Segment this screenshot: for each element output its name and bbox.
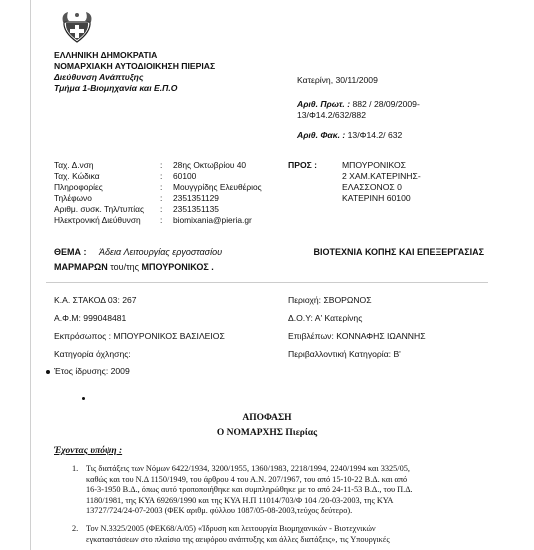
contact-colon: : — [160, 215, 163, 225]
paragraph-1 — [72, 464, 494, 517]
paragraph-line: 13727/724/24-07-2003 (ΦΕΚ αριθμ. φύλλου 1087/05-08-2003,τεύχος δεύτερο). — [86, 506, 353, 516]
paragraph-number: 2. — [72, 524, 79, 533]
contact-colon: : — [160, 204, 163, 214]
subject-text-b: ΒΙΟΤΕΧΝΙΑ ΚΟΠΗΣ ΚΑΙ ΕΠΕΞΕΡΓΑΣΙΑΣ — [313, 247, 484, 257]
contact-label: Ταχ. Κώδικα — [54, 171, 100, 181]
info-right-item: Περιοχή: ΣΒΟΡΩΝΟΣ — [288, 295, 372, 305]
decision-title: ΑΠΟΦΑΣΗ — [242, 413, 292, 423]
contact-label: Ταχ. Δ.νση — [54, 160, 94, 170]
file-value: 13/Φ14.2/ 632 — [347, 130, 403, 140]
info-left-item: Κ.Α. ΣΤΑΚΟΔ 03: 267 — [54, 295, 137, 305]
scan-border — [30, 0, 31, 550]
header-line-4: Τμήμα 1-Βιομηχανία και Ε.Π.Ο — [54, 83, 178, 93]
place-date: Κατερίνη, 30/11/2009 — [297, 75, 378, 85]
recipient-line: 2 ΧΑΜ.ΚΑΤΕΡΙΝΗΣ- — [342, 171, 421, 181]
protocol-number — [297, 99, 420, 110]
contact-colon: : — [160, 171, 163, 181]
info-left-item: Έτος ίδρυσης: 2009 — [54, 366, 130, 376]
paragraph-line: 16-3-1950 Β.Δ., όπως αυτό τροποποιήθηκε και συμπληρώθηκε με το από 24-11-53 Β.Δ., του Π.Δ. — [86, 485, 413, 495]
recipient-line: ΚΑΤΕΡΙΝΗ 60100 — [342, 193, 411, 203]
paragraph-line: 1180/1981, της ΚΥΑ 69269/1990 και της ΚΥΑ Η.Π 11014/703/Φ 104 /20-03-2003, της ΚΥΑ — [86, 495, 394, 505]
paragraph-2 — [72, 524, 494, 545]
subject-label: ΘΕΜΑ : — [54, 247, 87, 257]
subject-text-d: του/της — [110, 262, 139, 272]
contact-label: Ηλεκτρονική Διεύθυνση — [54, 215, 141, 225]
contact-value: biomixania@pieria.gr — [173, 215, 252, 225]
subject-line-1 — [54, 245, 484, 260]
contact-colon: : — [160, 182, 163, 192]
paragraph-line: καθώς και του Ν.Δ 1150/1949, του άρθρου 4 του Α.Ν. 207/1967, του από 15-10-22 Β.Δ. και από — [86, 474, 408, 484]
contact-value: Μουγγρίδης Ελευθέριος — [173, 182, 262, 192]
contact-colon: : — [160, 160, 163, 170]
header-line-2: ΝΟΜΑΡΧΙΑΚΗ ΑΥΤΟΔΙΟΙΚΗΣΗ ΠΙΕΡΙΑΣ — [54, 61, 216, 71]
contact-label: Τηλέφωνο — [54, 193, 92, 203]
subject-text-a: Άδεια Λειτουργίας εργοστασίου — [99, 247, 223, 257]
info-right-item: Δ.Ο.Υ: Α' Κατερίνης — [288, 313, 363, 323]
subject-text-c: ΜΑΡΜΑΡΩΝ — [54, 262, 108, 272]
protocol-label: Αριθ. Πρωτ. : — [297, 99, 351, 109]
having-seen-heading: Έχοντας υπόψη : — [54, 446, 123, 456]
greek-emblem-icon — [60, 10, 94, 44]
speck-icon — [82, 397, 85, 400]
info-left-item: Εκπρόσωπος : ΜΠΟΥΡΟΝΙΚΟΣ ΒΑΣΙΛΕΙΟΣ — [54, 331, 225, 341]
subject-block — [54, 245, 484, 275]
contact-value: 2351351135 — [173, 204, 219, 214]
contact-colon: : — [160, 193, 163, 203]
contact-value: 28ης Οκτωβρίου 40 — [173, 160, 247, 170]
paragraph-line: Τις διατάξεις των Νόμων 6422/1934, 3200/1955, 1360/1983, 2218/1994, 2240/1994 και 3325/05, — [86, 464, 410, 473]
info-left-item: Κατηγορία όχλησης: — [54, 349, 131, 359]
header-line-1: ΕΛΛΗΝΙΚΗ ΔΗΜΟΚΡΑΤΙΑ — [54, 50, 158, 60]
paragraph-number: 1. — [72, 464, 79, 473]
contact-value: 60100 — [173, 171, 197, 181]
info-right-item: Περιβαλλοντική Κατηγορία: Β' — [288, 349, 401, 359]
contact-value: 2351351129 — [173, 193, 219, 203]
contact-label: Πληροφορίες — [54, 182, 103, 192]
divider — [46, 282, 488, 283]
protocol-value: 882 / 28/09/2009- — [352, 99, 420, 109]
info-right-item: Επιβλέπων: ΚΟΝΝΑΦΗΣ ΙΩΑΝΝΗΣ — [288, 331, 426, 341]
decision-subtitle: Ο ΝΟΜΑΡΧΗΣ Πιερίας — [216, 428, 318, 438]
header-line-3: Διεύθυνση Ανάπτυξης — [54, 72, 144, 82]
contact-label: Αριθμ. συσκ. Τηλ/τυπίας — [54, 204, 145, 214]
recipient-label: ΠΡΟΣ : — [288, 160, 318, 170]
file-label: Αριθ. Φακ. : — [297, 130, 346, 140]
recipient-line: ΕΛΑΣΣΟΝΟΣ 0 — [342, 182, 402, 192]
recipient-line: ΜΠΟΥΡΟΝΙΚΟΣ — [342, 160, 406, 170]
paragraph-line: Τον Ν.3325/2005 (ΦΕΚ68/Α/05) «Ίδρυση και λειτουργία Βιομηχανικών - Βιοτεχνικών — [86, 524, 376, 533]
bullet-icon — [46, 370, 50, 374]
protocol-value-2: 13/Φ14.2/632/882 — [297, 110, 366, 120]
file-number — [297, 130, 402, 141]
paragraph-line: εγκαταστάσεων στο πλαίσιο της αειφόρου ανάπτυξης και άλλες διατάξεις», τις Υπουργικές — [86, 534, 390, 544]
info-left-item: Α.Φ.Μ: 999048481 — [54, 313, 127, 323]
subject-line-2 — [54, 260, 484, 275]
subject-text-e: ΜΠΟΥΡΟΝΙΚΟΣ . — [141, 262, 214, 272]
